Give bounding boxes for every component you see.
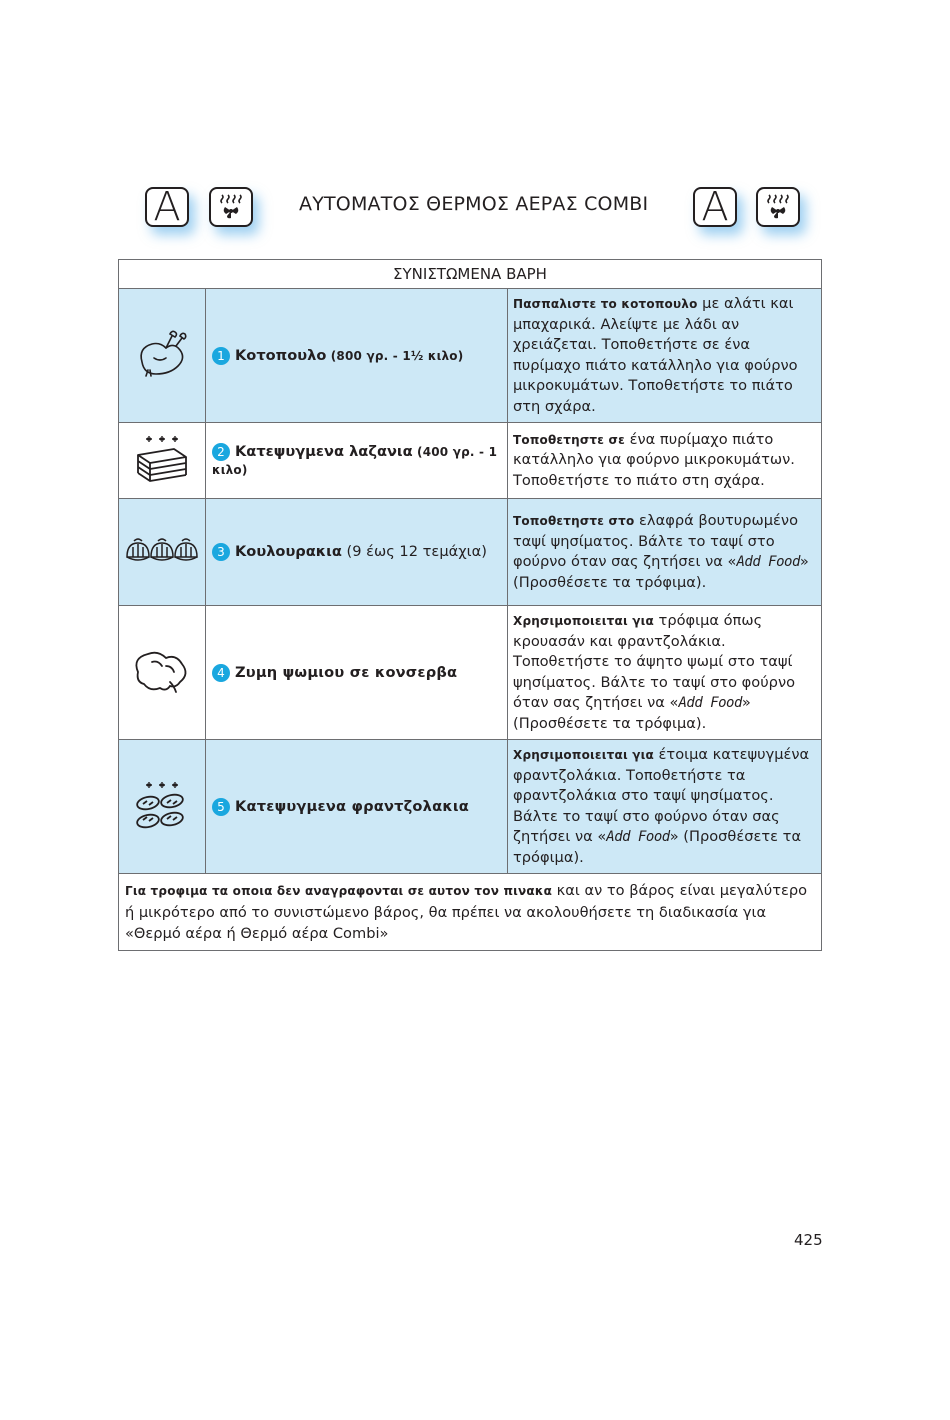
item-weight: (400 γρ. - 1 κιλο) bbox=[212, 445, 498, 477]
frozen-rolls-icon bbox=[119, 740, 206, 874]
item-number-badge: 3 bbox=[212, 543, 230, 561]
item-number-badge: 4 bbox=[212, 664, 230, 682]
item-name: Κατεψυγμενα λαζανια bbox=[235, 443, 413, 460]
item-name: Ζυμη ψωμιου σε κονσερβα bbox=[235, 663, 458, 681]
item-number-badge: 2 bbox=[212, 443, 230, 461]
page-number: 425 bbox=[794, 1231, 823, 1249]
table-row bbox=[119, 606, 822, 740]
display-readout: Add Food bbox=[606, 829, 670, 845]
display-readout: Add Food bbox=[736, 554, 800, 570]
page-title: ΑΥΤΟΜΑΤΟΣ ΘΕΡΜΟΣ ΑΕΡΑΣ COMBI bbox=[299, 193, 649, 215]
hot-air-fan-icon-right bbox=[756, 187, 800, 227]
table-footer-note: Για τροφιμα τα οποια δεν αναγραφονται σε αυτον τον πινακα και αν το βάρος είναι μεγαλύτερο ή μικρότερο από το συνιστώμενο βάρος, θα πρέπει να ακολουθήσετε τη διαδικασία για «Θερμό αέρα ή Θερμό αέρα Combi» bbox=[119, 874, 822, 951]
table-heading: ΣΥΝΙΣΤΩΜΕΝΑ ΒΑΡΗ bbox=[119, 260, 822, 289]
item-name: Κουλουρακια bbox=[235, 543, 342, 560]
table-row bbox=[119, 289, 822, 423]
item-name: Κοτοπουλο bbox=[235, 346, 327, 364]
item-instructions: Χρησιμοποιειται για τρόφιμα όπως κρουασάν και φραντζολάκια. Τοποθετήστε το άψητο ψωμί στο ταψί ψησίματος. Βάλτε το ταψί στο φούρνο όταν σας ζητήσει να «Add Food» (Προσθέσετε τα τρόφιμα). bbox=[508, 606, 822, 740]
item-weight: (9 έως 12 τεμάχια) bbox=[341, 543, 487, 560]
cookies-icon bbox=[119, 499, 206, 606]
display-readout: Add Food bbox=[678, 695, 742, 711]
bread-dough-icon bbox=[119, 606, 206, 740]
item-instructions: Τοποθετηστε στο ελαφρά βουτυρωμένο ταψί ψησίματος. Βάλτε το ταψί στο φούρνο όταν σας ζητήσει να «Add Food» (Προσθέσετε τα τρόφιμα). bbox=[508, 499, 822, 606]
recommended-weights-table bbox=[118, 259, 822, 951]
frozen-lasagna-icon bbox=[119, 423, 206, 499]
item-number-badge: 1 bbox=[212, 347, 230, 365]
item-weight: (800 γρ. - 1½ κιλο) bbox=[326, 348, 464, 363]
chicken-icon bbox=[119, 289, 206, 423]
hot-air-fan-icon bbox=[209, 187, 253, 227]
item-instructions: Τοποθετηστε σε ένα πυρίμαχο πιάτο κατάλληλο για φούρνο μικροκυμάτων. Τοποθετήστε το πιάτο στη σχάρα. bbox=[508, 423, 822, 499]
auto-mode-icon-right: A bbox=[693, 187, 737, 227]
table-row bbox=[119, 423, 822, 499]
item-instructions: Πασπαλιστε το κοτοπουλο με αλάτι και μπαχαρικά. Αλείψτε με λάδι αν χρειάζεται. Τοποθετήστε σε ένα πυρίμαχο πιάτο κατάλληλο για φούρνο μικροκυμάτων. Τοποθετήστε το πιάτο στη σχάρα. bbox=[508, 289, 822, 423]
table-row bbox=[119, 499, 822, 606]
item-instructions: Χρησιμοποιειται για έτοιμα κατεψυγμένα φραντζολάκια. Τοποθετήστε τα φραντζολάκια στο ταψί ψησίματος. Βάλτε το ταψί στο φούρνο όταν σας ζητήσει να «Add Food» (Προσθέσετε τα τρόφιμα). bbox=[508, 740, 822, 874]
auto-mode-icon: A bbox=[145, 187, 189, 227]
item-name: Κατεψυγμενα φραντζολακια bbox=[235, 797, 469, 815]
table-row bbox=[119, 740, 822, 874]
item-number-badge: 5 bbox=[212, 798, 230, 816]
